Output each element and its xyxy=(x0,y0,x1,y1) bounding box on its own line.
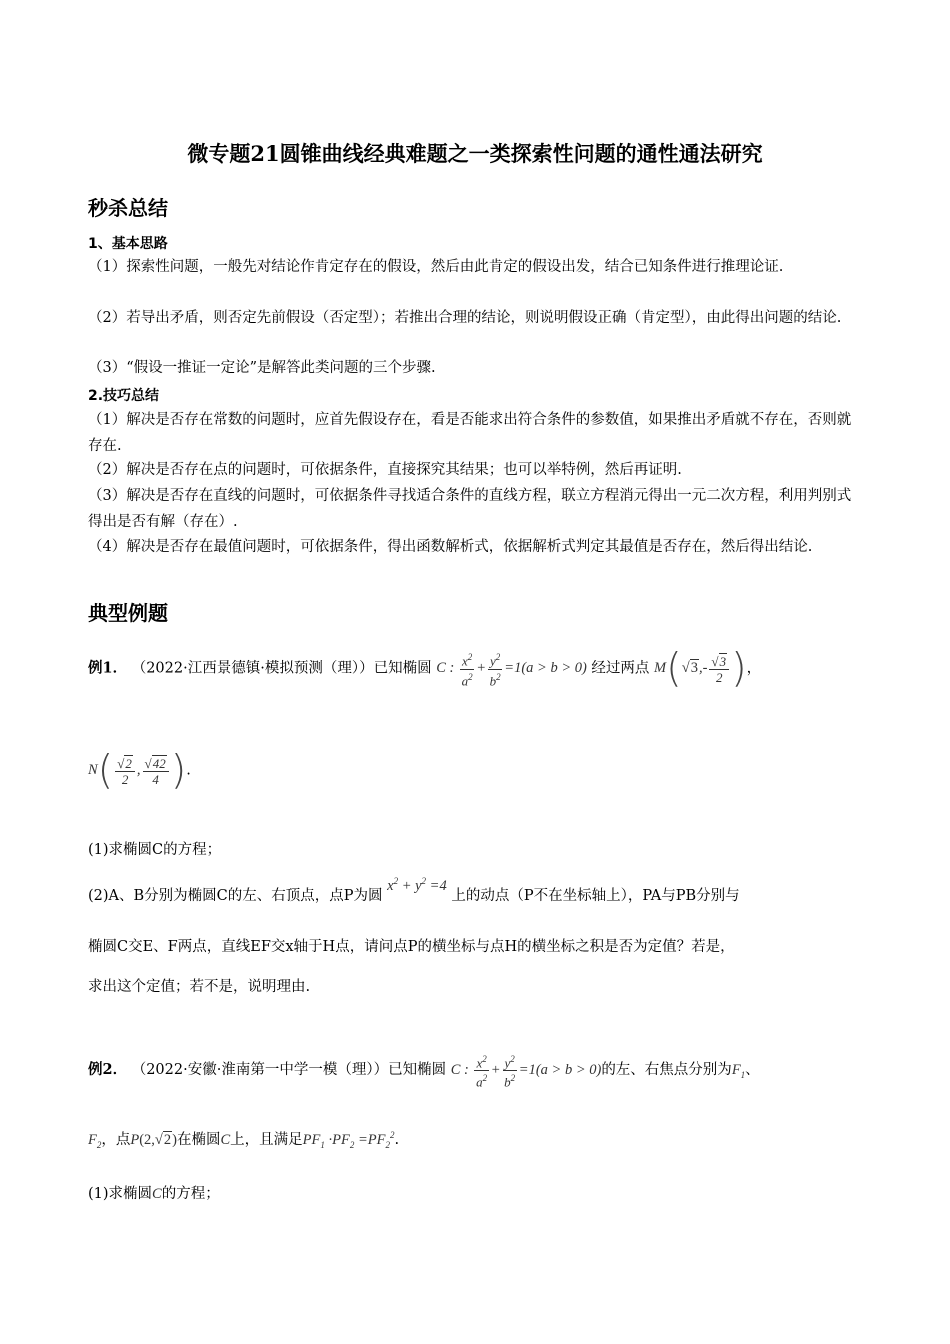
example-1-question-2-line-1: (2)A、B分别为椭圆C的左、右顶点，点P为圆 $x^2 + y^2 =4$ 上的动点（P不在坐标轴上），PA与PB分别与 xyxy=(88,876,740,904)
skill-point-3: （3）解决是否存在直线的问题时，可依据条件寻找适合条件的直线方程，联立方程消元得出一元二次方程，利用判别式得出是否有解（存在）. xyxy=(88,488,852,530)
example-2-label: 例2 xyxy=(88,1061,113,1079)
skill-summary-heading: 2.技巧总结 xyxy=(88,388,160,404)
point-n: N( $\frac{√2}{2}$ , $\frac{√42}{4}$ ). xyxy=(88,748,191,794)
point-p: P(2,√2) xyxy=(130,1132,177,1148)
example-2-question-1: (1)求椭圆C的方程； xyxy=(88,1186,220,1202)
example-1-question-2-line-2: 椭圆C交E、F两点，直线EF交x轴于H点，请问点P的横坐标与点H的横坐标之积是否为定值？若是， xyxy=(88,939,735,955)
circle-equation: $x^2 + y^2 =4$ xyxy=(387,876,447,894)
ellipse-equation: C : $\frac{x^2}{a^2}$ + $\frac{y^2}{b^2}$ =1(a > b > 0) xyxy=(436,652,587,688)
example-2-statement: 例2． （2022·安徽·淮南第一中学一模（理））已知椭圆 C : $\frac{x^2}{a^2}$ + $\frac{y^2}{b^2}$ =1(a > b > 0)的左、右焦点分别为$F_1$、 xyxy=(88,1054,760,1090)
condition-equation: $PF_1 \cdot PF_2 =PF_2^2$ xyxy=(302,1130,395,1150)
example-1-condition: 经过两点 xyxy=(591,660,650,677)
example-2-condition: 的左、右焦点分别为 xyxy=(601,1062,732,1079)
example-1-question-2-line-3: 求出这个定值；若不是，说明理由. xyxy=(88,979,311,995)
example-2-line-2: $F_2$，点P(2,√2)在椭圆C上，且满足$PF_1 \cdot PF_2 =PF_2^2$. xyxy=(88,1130,400,1150)
point-m: M(√3,- $\frac{√3}{2}$ ) xyxy=(654,646,747,692)
example-2-source: （2022·安徽·淮南第一中学一模（理））已知椭圆 xyxy=(131,1062,447,1079)
page-title: 微专题21圆锥曲线经典难题之一类探索性问题的通性通法研究 xyxy=(187,141,763,166)
example-1-label: 例1 xyxy=(88,659,113,677)
example-1-question-1: (1)求椭圆C的方程； xyxy=(88,842,222,858)
examples-heading: 典型例题 xyxy=(88,601,168,625)
skill-point-4: （4）解决是否存在最值问题时，可依据条件，得出函数解析式，依据解析式判定其最值是否存在，然后得出结论. xyxy=(88,539,813,555)
ellipse-equation-2: C : $\frac{x^2}{a^2}$ + $\frac{y^2}{b^2}$ =1(a > b > 0) xyxy=(450,1054,602,1090)
example-1-source: （2022·江西景德镇·模拟预测（理））已知椭圆 xyxy=(131,660,432,677)
example-1-statement: 例1． （2022·江西景德镇·模拟预测（理））已知椭圆 C : $\frac{x^2}{a^2}$ + $\frac{y^2}{b^2}$ =1(a > b > 0) 经过两点 M(√3,- $\frac{√3}{2}$ )， xyxy=(88,646,762,692)
skill-point-2: （2）解决是否存在点的问题时，可依据条件，直接探究其结果；也可以举特例，然后再证明. xyxy=(88,462,682,478)
summary-heading: 秒杀总结 xyxy=(88,196,168,220)
skill-point-1: （1）解决是否存在常数的问题时，应首先假设存在，看是否能求出符合条件的参数值，如果推出矛盾就不存在，否则就存在. xyxy=(88,412,852,454)
basic-point-1: （1）探索性问题，一般先对结论作肯定存在的假设，然后由此肯定的假设出发，结合已知条件进行推理论证. xyxy=(88,259,784,275)
basic-approach-heading: 1、基本思路 xyxy=(88,236,168,252)
basic-point-2: （2）若导出矛盾，则否定先前假设（否定型）；若推出合理的结论，则说明假设正确（肯定型），由此得出问题的结论. xyxy=(88,310,842,326)
basic-point-3: （3）“假设一推证一定论”是解答此类问题的三个步骤. xyxy=(88,360,436,376)
